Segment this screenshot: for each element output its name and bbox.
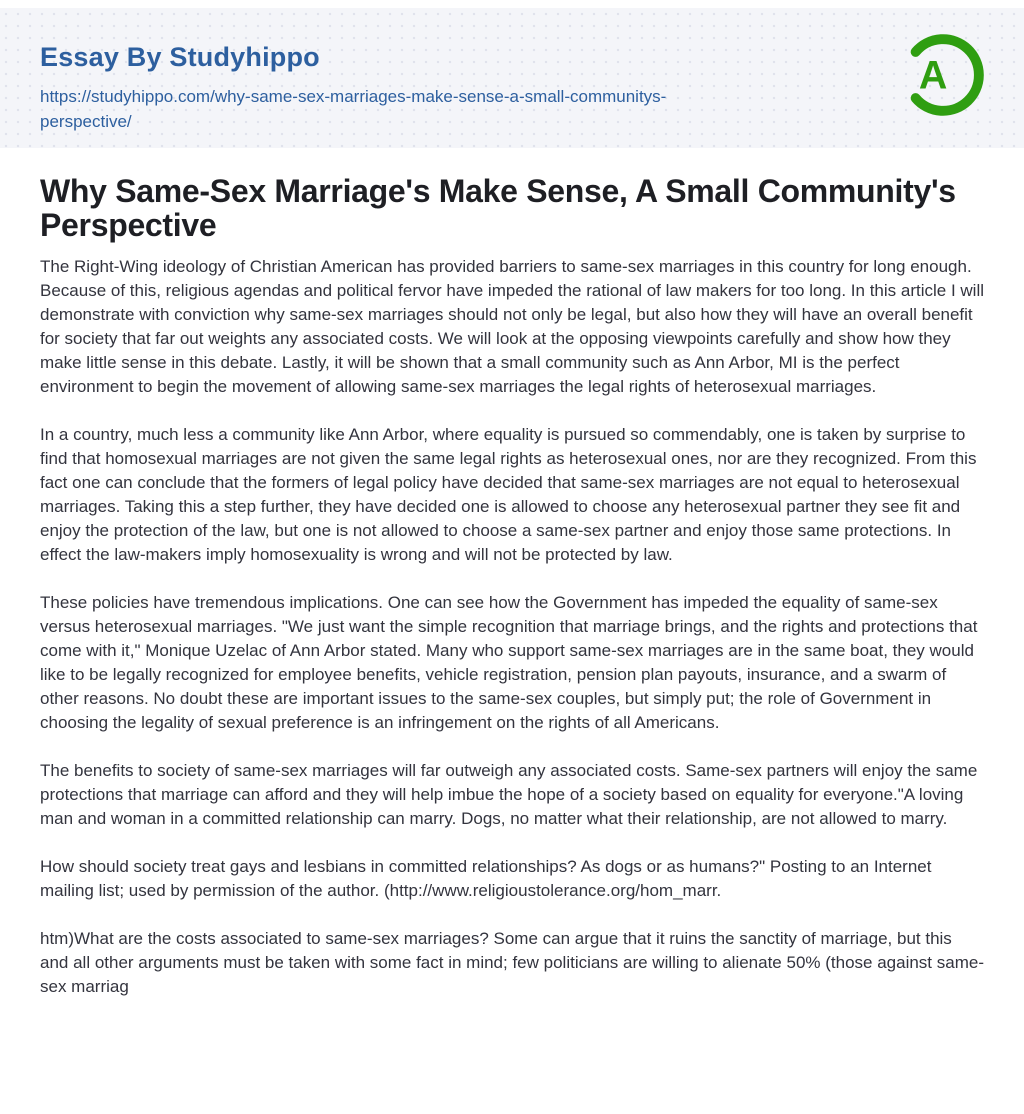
- header-text-block: [40, 8, 740, 134]
- article-paragraph: The benefits to society of same-sex marriages will far outweigh any associated costs. Same-sex partners will enjoy the same protections that marriage can afford and they will help imbue the hope of a society based on equality for everyone."A loving man and woman in a committed relationship can marry. Dogs, no matter what their relationship, are not allowed to marry.: [40, 761, 978, 828]
- article-title: Why Same-Sex Marriage's Make Sense, A Small Community's Perspective: [40, 173, 956, 243]
- article: [0, 174, 1024, 999]
- page-url-link[interactable]: https://studyhippo.com/why-same-sex-marriages-make-sense-a-small-communitys-perspective/: [40, 87, 667, 131]
- studyhippo-logo-icon: [900, 32, 986, 118]
- logo-letter: A: [918, 53, 948, 98]
- article-paragraph: htm)What are the costs associated to same-sex marriages? Some can argue that it ruins the sanctity of marriage, but this and all other arguments must be taken with some fact in mind; few politicians are willing to alienate 50% (those against same-sex marriag: [40, 929, 984, 996]
- article-paragraph: The Right-Wing ideology of Christian American has provided barriers to same-sex marriages in this country for long enough. Because of this, religious agendas and political fervor have impeded the rational of law makers for too long. In this article I will demonstrate with conviction why same-sex marriages should not only be legal, but also how they will have an overall benefit for society that far out weights any associated costs. We will look at the opposing viewpoints carefully and show how they make little sense in this debate. Lastly, it will be shown that a small community such as Ann Arbor, MI is the perfect environment to begin the movement of allowing same-sex marriages the legal rights of heterosexual marriages.: [40, 257, 984, 396]
- article-paragraph: How should society treat gays and lesbians in committed relationships? As dogs or as humans?" Posting to an Internet mailing list; used by permission of the author. (http://www.religioustolerance.org/hom_marr.: [40, 857, 932, 900]
- page-header: [0, 8, 1024, 148]
- article-paragraph: In a country, much less a community like Ann Arbor, where equality is pursued so commendably, one is taken by surprise to find that homosexual marriages are not given the same legal rights as heterosexual ones, nor are they recognized. From this fact one can conclude that the formers of legal policy have decided that same-sex marriages are not equal to heterosexual marriages. Taking this a step further, they have decided one is allowed to choose any heterosexual partner they see fit and enjoy the protection of the law, but one is not allowed to choose a same-sex partner and enjoy those same protections. In effect the law-makers imply homosexuality is wrong and will not be protected by law.: [40, 425, 977, 564]
- article-body: [40, 255, 984, 999]
- site-title: Essay By Studyhippo: [40, 42, 320, 72]
- article-paragraph: These policies have tremendous implications. One can see how the Government has impeded the equality of same-sex versus heterosexual marriages. "We just want the simple recognition that marriage brings, and the rights and protections that come with it," Monique Uzelac of Ann Arbor stated. Many who support same-sex marriages are in the same boat, they would like to be legally recognized for employee benefits, vehicle registration, pension plan payouts, insurance, and a swarm of other reasons. No doubt these are important issues to the same-sex couples, but simply put; the role of Government in choosing the legality of sexual preference is an infringement on the rights of all Americans.: [40, 593, 978, 732]
- essay-page: [0, 8, 1024, 999]
